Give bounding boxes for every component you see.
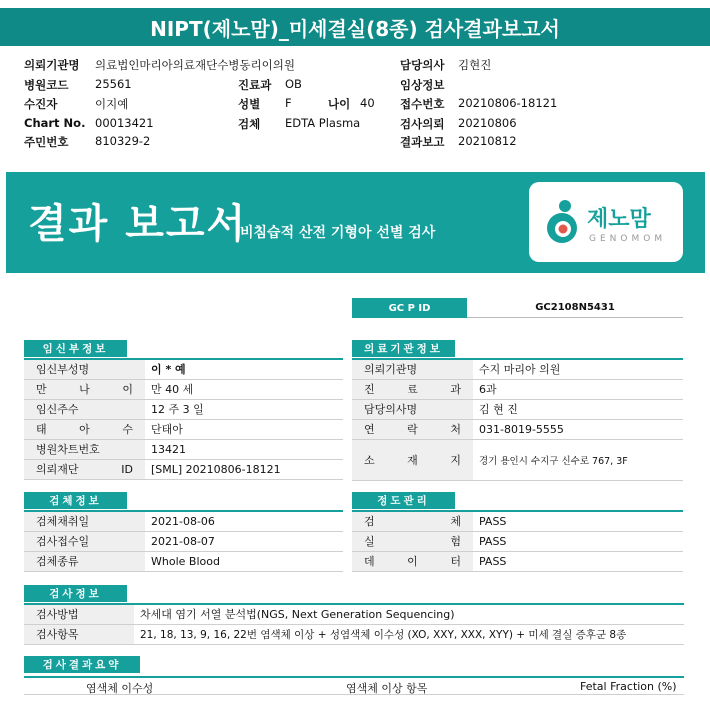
specimen-info-header: 검체정보 xyxy=(24,492,127,509)
rrn-label: 주민번호 xyxy=(24,135,69,149)
pregnant-info-table xyxy=(24,358,343,480)
age-label: 나이 xyxy=(328,97,351,111)
table-row xyxy=(24,551,343,571)
row-key: 검사항목 xyxy=(24,624,134,644)
chart-label: Chart No. xyxy=(24,116,86,130)
row-key: 의뢰기관명 xyxy=(352,359,473,379)
row-value: 21, 18, 13, 9, 16, 22번 염색체 이상 + 성염색체 이수성 (XO, XXY, XXX, XYY) + 미세 결실 증후군 8종 xyxy=(134,624,684,644)
logo-english: GENOMOM xyxy=(589,234,667,244)
pregnant-info-header: 임신부정보 xyxy=(24,340,127,357)
table-row xyxy=(24,459,343,479)
doctor-value: 김현진 xyxy=(458,58,492,72)
test-info-table xyxy=(24,603,684,645)
chart-value: 00013421 xyxy=(95,116,154,130)
request-value: 20210806 xyxy=(458,116,517,130)
row-key: 검 체 xyxy=(352,511,473,531)
sex-label: 성별 xyxy=(238,97,261,111)
summary-col-abnormality: 염색체 이상 항목 xyxy=(346,682,428,695)
gcpid-value: GC2108N5431 xyxy=(467,298,683,318)
institution-info-header: 의료기관정보 xyxy=(352,340,455,357)
row-value: 단태아 xyxy=(145,419,343,439)
row-value: PASS xyxy=(473,531,683,551)
code-value: 25561 xyxy=(95,77,132,91)
row-key: 검사접수일 xyxy=(24,531,145,551)
row-key: 태 아 수 xyxy=(24,419,145,439)
row-value: 031-8019-5555 xyxy=(473,419,683,439)
row-key: 임신주수 xyxy=(24,399,145,419)
report-date-value: 20210812 xyxy=(458,134,517,148)
table-row xyxy=(352,399,683,419)
genomom-logo xyxy=(529,182,683,262)
row-key: 검사방법 xyxy=(24,604,134,624)
row-value: [SML] 20210806-18121 xyxy=(145,459,343,479)
sex-value: F xyxy=(285,96,292,110)
row-value: Whole Blood xyxy=(145,551,343,571)
table-row xyxy=(24,511,343,531)
doctor-label: 담당의사 xyxy=(400,58,445,72)
table-row xyxy=(24,439,343,459)
table-row xyxy=(24,604,684,624)
result-banner xyxy=(6,172,705,273)
row-key: 검체채취일 xyxy=(24,511,145,531)
row-key: 담당의사명 xyxy=(352,399,473,419)
hospital-label: 의뢰기관명 xyxy=(24,58,80,72)
test-info-header: 검사정보 xyxy=(24,585,127,602)
row-value: 이 * 예 xyxy=(145,359,343,379)
dept-value: OB xyxy=(285,77,302,91)
specimen-label: 검체 xyxy=(238,117,261,131)
row-value: 차세대 염기 서열 분석법(NGS, Next Generation Sequencing) xyxy=(134,604,684,624)
receipt-value: 20210806-18121 xyxy=(458,96,558,110)
receipt-label: 접수번호 xyxy=(400,97,445,111)
row-value: 13421 xyxy=(145,439,343,459)
hospital-value: 의료법인마리아의료재단수병동리이의원 xyxy=(95,58,295,72)
patient-value: 이지예 xyxy=(95,97,129,111)
institution-info-table xyxy=(352,358,683,481)
table-row xyxy=(352,531,683,551)
table-row xyxy=(352,511,683,531)
specimen-info-table xyxy=(24,510,343,572)
row-key: 데 이 터 xyxy=(352,551,473,571)
table-row xyxy=(24,399,343,419)
table-row xyxy=(24,379,343,399)
row-value: 2021-08-06 xyxy=(145,511,343,531)
row-key: 연 락 처 xyxy=(352,419,473,439)
table-row xyxy=(24,419,343,439)
row-key: 병원차트번호 xyxy=(24,439,145,459)
row-value: 6과 xyxy=(473,379,683,399)
summary-header: 검사결과요약 xyxy=(24,656,140,673)
row-key: 검체종류 xyxy=(24,551,145,571)
qc-table xyxy=(352,510,683,572)
patient-label: 수진자 xyxy=(24,97,58,111)
table-row xyxy=(352,419,683,439)
row-value: 경기 용인시 수지구 신수로 767, 3F xyxy=(473,439,683,480)
table-row xyxy=(352,379,683,399)
logo-text: 제노맘 xyxy=(587,207,651,232)
code-label: 병원코드 xyxy=(24,78,69,92)
header-info xyxy=(0,0,710,160)
table-row xyxy=(352,359,683,379)
row-value: PASS xyxy=(473,511,683,531)
table-row xyxy=(352,439,683,480)
report-title: NIPT(제노맘)_미세결실(8종) 검사결과보고서 xyxy=(0,8,710,46)
request-label: 검사의뢰 xyxy=(400,117,445,131)
row-key: 의뢰재단 ID xyxy=(24,459,145,479)
specimen-value: EDTA Plasma xyxy=(285,116,361,130)
clinical-label: 임상정보 xyxy=(400,78,445,92)
dept-label: 진료과 xyxy=(238,78,272,92)
genomom-logo-icon xyxy=(543,198,581,246)
gcpid-label: GC P ID xyxy=(352,298,467,318)
row-value: 수지 마리아 의원 xyxy=(473,359,683,379)
report-date-label: 결과보고 xyxy=(400,135,445,149)
table-row xyxy=(352,551,683,571)
table-row xyxy=(24,624,684,644)
row-key: 실 험 xyxy=(352,531,473,551)
table-row xyxy=(24,531,343,551)
row-value: PASS xyxy=(473,551,683,571)
row-key: 진 료 과 xyxy=(352,379,473,399)
row-key: 소 재 지 xyxy=(352,439,473,480)
gcpid-row xyxy=(352,298,683,318)
row-key: 임신부성명 xyxy=(24,359,145,379)
banner-title: 결과 보고서 xyxy=(28,201,248,247)
row-value: 만 40 세 xyxy=(145,379,343,399)
qc-header: 정도관리 xyxy=(352,492,455,509)
banner-subtitle: 비침습적 산전 기형아 선별 검사 xyxy=(240,225,436,241)
summary-col-aneuploidy: 염색체 이수성 xyxy=(86,682,154,695)
age-value: 40 xyxy=(360,96,375,110)
row-value: 12 주 3 일 xyxy=(145,399,343,419)
row-value: 2021-08-07 xyxy=(145,531,343,551)
rrn-value: 810329-2 xyxy=(95,134,151,148)
summary-col-fetal-fraction: Fetal Fraction (%) xyxy=(580,680,677,693)
row-value: 김 현 진 xyxy=(473,399,683,419)
table-row xyxy=(24,359,343,379)
row-key: 만 나 이 xyxy=(24,379,145,399)
summary-columns xyxy=(24,676,684,695)
